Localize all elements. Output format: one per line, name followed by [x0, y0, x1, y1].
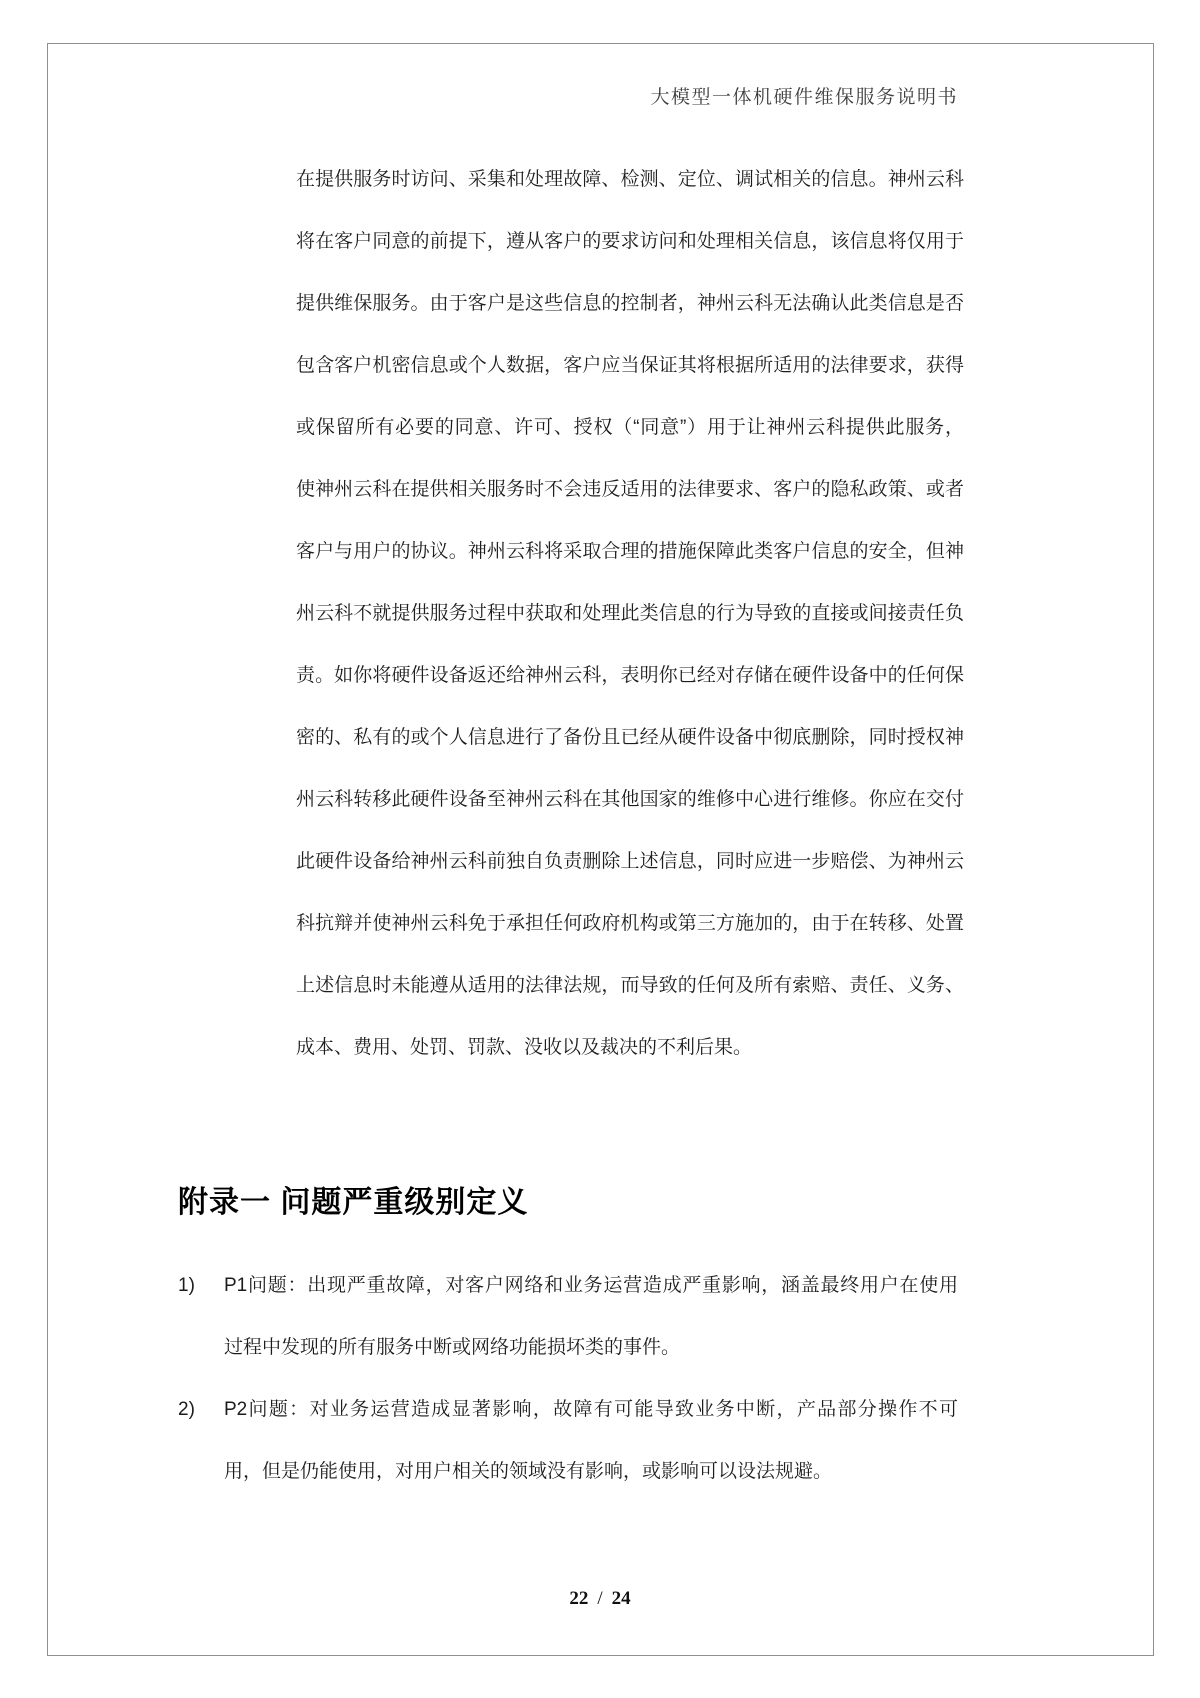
- page-number-current: 22: [569, 1588, 589, 1609]
- list-item-line: 过程中发现的所有服务中断或网络功能损坏类的事件。: [224, 1337, 681, 1358]
- list-item-marker: 1): [178, 1275, 195, 1296]
- list-item: [178, 1255, 958, 1379]
- list-item-marker: 2): [178, 1399, 195, 1420]
- paragraph-line: 责。如你将硬件设备返还给神州云科，表明你已经对存储在硬件设备中的任何保: [296, 665, 964, 686]
- paragraph-line: 上述信息时未能遵从适用的法律法规，而导致的任何及所有索赔、责任、义务、: [296, 975, 964, 996]
- paragraph-line: 或保留所有必要的同意、许可、授权（“同意”）用于让神州云科提供此服务，: [296, 417, 964, 438]
- paragraph-line: 提供维保服务。由于客户是这些信息的控制者，神州云科无法确认此类信息是否: [296, 293, 964, 314]
- paragraph-line: 将在客户同意的前提下，遵从客户的要求访问和处理相关信息，该信息将仅用于: [296, 231, 964, 252]
- page-header: [178, 82, 958, 109]
- header-title: 大模型一体机硬件维保服务说明书: [650, 87, 958, 108]
- paragraph-line: 使神州云科在提供相关服务时不会违反适用的法律要求、客户的隐私政策、或者: [296, 479, 964, 500]
- paragraph-line: 在提供服务时访问、采集和处理故障、检测、定位、调试相关的信息。神州云科: [296, 169, 964, 190]
- appendix-heading: 附录一 问题严重级别定义: [178, 1186, 529, 1219]
- paragraph-line: 密的、私有的或个人信息进行了备份且已经从硬件设备中彻底删除，同时授权神: [296, 727, 964, 748]
- paragraph-line: 州云科转移此硬件设备至神州云科在其他国家的维修中心进行维修。你应在交付: [296, 789, 964, 810]
- list-item-line: 用，但是仍能使用，对用户相关的领域没有影响，或影响可以设法规避。: [224, 1461, 833, 1482]
- list-item: [178, 1379, 958, 1503]
- paragraph-line: 此硬件设备给神州云科前独自负责删除上述信息，同时应进一步赔偿、为神州云: [296, 851, 964, 872]
- list-item-line: P2问题：对业务运营造成显著影响，故障有可能导致业务中断，产品部分操作不可: [224, 1399, 958, 1420]
- page-number-separator: /: [597, 1588, 603, 1609]
- paragraph-line: 州云科不就提供服务过程中获取和处理此类信息的行为导致的直接或间接责任负: [296, 603, 964, 624]
- page-footer: [0, 1588, 1200, 1610]
- page-number-total: 24: [611, 1588, 631, 1609]
- paragraph-line: 包含客户机密信息或个人数据，客户应当保证其将根据所适用的法律要求，获得: [296, 355, 964, 376]
- list-item-line: P1问题：出现严重故障，对客户网络和业务运营造成严重影响，涵盖最终用户在使用: [224, 1275, 958, 1296]
- severity-list: [178, 1255, 958, 1503]
- paragraph-line: 科抗辩并使神州云科免于承担任何政府机构或第三方施加的，由于在转移、处置: [296, 913, 964, 934]
- paragraph-line: 成本、费用、处罚、罚款、没收以及裁决的不利后果。: [296, 1037, 753, 1058]
- body-paragraph: [296, 149, 964, 1079]
- paragraph-line: 客户与用户的协议。神州云科将采取合理的措施保障此类客户信息的安全，但神: [296, 541, 964, 562]
